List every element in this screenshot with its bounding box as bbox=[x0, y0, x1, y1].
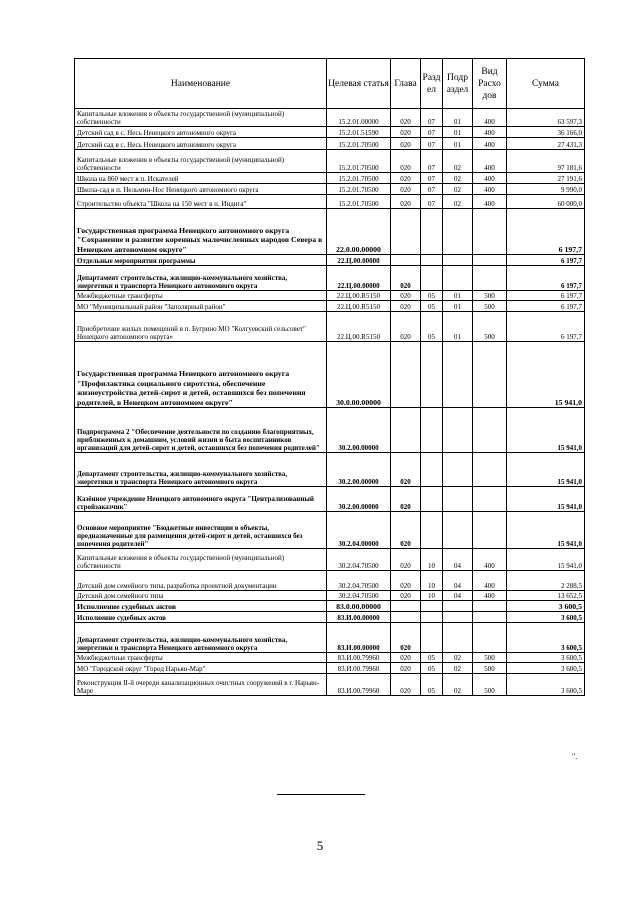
row-code-cell: 22.0.00.00000 bbox=[327, 209, 391, 255]
row-section-cell bbox=[421, 623, 443, 653]
table-row bbox=[75, 138, 585, 150]
row-name-cell: Приобретение жилых помещений в п. Бугрино МО "Колгуевский сельсовет" Ненецкого автономного округа» bbox=[75, 312, 327, 342]
row-amount-cell: 15 941,0 bbox=[507, 549, 585, 571]
row-section-cell: 07 bbox=[421, 127, 443, 138]
row-section-cell: 07 bbox=[421, 173, 443, 184]
row-name-cell: Межбюджетные трансферты bbox=[75, 291, 327, 301]
row-subsection-cell: 01 bbox=[443, 109, 473, 127]
row-amount-cell: 15 941,0 bbox=[507, 408, 585, 453]
row-subsection-cell bbox=[443, 623, 473, 653]
header-section: Разд ел bbox=[421, 59, 443, 109]
row-name-cell: Межбюджетные трансферты bbox=[75, 653, 327, 663]
row-chapter-cell: 020 bbox=[391, 109, 421, 127]
row-subsection-cell: 01 bbox=[443, 127, 473, 138]
row-subsection-cell bbox=[443, 408, 473, 453]
row-section-cell bbox=[421, 342, 443, 408]
row-expense-type-cell: 500 bbox=[473, 301, 507, 312]
row-name-cell: Департамент строительства, жилищно-коммунального хозяйства, энергетики и транспорта Ненецкого автономного округа bbox=[75, 266, 327, 291]
header-chapter: Глава bbox=[391, 59, 421, 109]
row-chapter-cell bbox=[391, 255, 421, 266]
row-name-cell: МО "Муниципальный район "Заполярный район" bbox=[75, 301, 327, 312]
row-subsection-cell: 02 bbox=[443, 195, 473, 209]
row-amount-cell: 3 600,5 bbox=[507, 623, 585, 653]
row-code-cell: 30.2.04.70500 bbox=[327, 571, 391, 591]
row-expense-type-cell: 400 bbox=[473, 571, 507, 591]
row-amount-cell: 3 600,5 bbox=[507, 653, 585, 663]
row-code-cell: 15.2.01.70500 bbox=[327, 173, 391, 184]
row-section-cell: 10 bbox=[421, 571, 443, 591]
table-row bbox=[75, 512, 585, 549]
row-amount-cell: 3 600,5 bbox=[507, 612, 585, 623]
row-expense-type-cell: 400 bbox=[473, 138, 507, 150]
row-subsection-cell: 01 bbox=[443, 138, 473, 150]
row-amount-cell: 15 941,0 bbox=[507, 487, 585, 512]
row-name-cell: Исполнение судебных актов bbox=[75, 601, 327, 612]
table-row bbox=[75, 301, 585, 312]
table-row bbox=[75, 266, 585, 291]
row-chapter-cell: 020 bbox=[391, 653, 421, 663]
row-section-cell: 07 bbox=[421, 138, 443, 150]
row-section-cell: 05 bbox=[421, 674, 443, 696]
row-chapter-cell: 020 bbox=[391, 512, 421, 549]
row-subsection-cell: 01 bbox=[443, 312, 473, 342]
table-row bbox=[75, 150, 585, 173]
row-code-cell: 30.2.00.00000 bbox=[327, 453, 391, 487]
row-name-cell: Капитальные вложения в объекты государственной (муниципальной) собственности bbox=[75, 109, 327, 127]
row-subsection-cell bbox=[443, 255, 473, 266]
row-section-cell: 07 bbox=[421, 150, 443, 173]
row-section-cell bbox=[421, 453, 443, 487]
row-name-cell: Школа-сад в п. Нельмин-Нос Ненецкого автономного округа bbox=[75, 184, 327, 195]
row-expense-type-cell: 400 bbox=[473, 195, 507, 209]
row-expense-type-cell bbox=[473, 623, 507, 653]
row-chapter-cell: 020 bbox=[391, 591, 421, 601]
table-row bbox=[75, 601, 585, 612]
row-subsection-cell bbox=[443, 612, 473, 623]
row-section-cell: 05 bbox=[421, 653, 443, 663]
row-code-cell: 83.И.00.79960 bbox=[327, 663, 391, 674]
row-amount-cell: 6 197,7 bbox=[507, 312, 585, 342]
row-section-cell: 07 bbox=[421, 195, 443, 209]
row-chapter-cell: 020 bbox=[391, 663, 421, 674]
row-subsection-cell bbox=[443, 453, 473, 487]
table-row bbox=[75, 663, 585, 674]
table-row bbox=[75, 255, 585, 266]
row-section-cell bbox=[421, 601, 443, 612]
row-chapter-cell: 020 bbox=[391, 195, 421, 209]
row-section-cell bbox=[421, 209, 443, 255]
row-code-cell: 30.2.04.70500 bbox=[327, 549, 391, 571]
row-amount-cell: 27 191,6 bbox=[507, 173, 585, 184]
row-name-cell: Капитальные вложения в объекты государственной (муниципальной) собственности bbox=[75, 549, 327, 571]
row-amount-cell: 2 288,5 bbox=[507, 571, 585, 591]
row-amount-cell: 6 197,7 bbox=[507, 301, 585, 312]
row-code-cell: 30.2.00.00000 bbox=[327, 487, 391, 512]
row-expense-type-cell: 400 bbox=[473, 591, 507, 601]
row-subsection-cell: 04 bbox=[443, 571, 473, 591]
row-subsection-cell: 01 bbox=[443, 301, 473, 312]
row-chapter-cell: 020 bbox=[391, 453, 421, 487]
table-row bbox=[75, 549, 585, 571]
table-row bbox=[75, 487, 585, 512]
row-chapter-cell bbox=[391, 601, 421, 612]
row-name-cell: Государственная программа Ненецкого автономного округа "Профилактика социального сиротства, обеспечение жизнеустройства детей-сирот и детей, оставшихся без попечения родителей, в Ненецком автономном округе" bbox=[75, 342, 327, 408]
row-section-cell: 07 bbox=[421, 109, 443, 127]
row-name-cell: Подпрограмма 2 "Обеспечение деятельности по созданию благоприятных, приближенных к домашним, условий жизни и быта воспитанников организаций для детей-сирот и детей, оставшихся без попечения родителей" bbox=[75, 408, 327, 453]
row-section-cell bbox=[421, 266, 443, 291]
row-name-cell: Школа на 860 мест в п. Искателей bbox=[75, 173, 327, 184]
row-amount-cell: 3 600,5 bbox=[507, 674, 585, 696]
row-section-cell bbox=[421, 487, 443, 512]
row-section-cell: 05 bbox=[421, 663, 443, 674]
row-chapter-cell: 020 bbox=[391, 674, 421, 696]
row-subsection-cell bbox=[443, 512, 473, 549]
table-row bbox=[75, 312, 585, 342]
row-expense-type-cell: 500 bbox=[473, 663, 507, 674]
row-name-cell: Отдельные мероприятия программы bbox=[75, 255, 327, 266]
row-amount-cell: 3 600,5 bbox=[507, 663, 585, 674]
row-subsection-cell: 04 bbox=[443, 549, 473, 571]
table-row bbox=[75, 408, 585, 453]
table-row bbox=[75, 291, 585, 301]
row-chapter-cell: 020 bbox=[391, 312, 421, 342]
row-subsection-cell: 02 bbox=[443, 653, 473, 663]
row-code-cell: 83.И.00.79960 bbox=[327, 674, 391, 696]
row-code-cell: 22.Ц.00.00000 bbox=[327, 255, 391, 266]
row-expense-type-cell bbox=[473, 209, 507, 255]
row-expense-type-cell: 400 bbox=[473, 150, 507, 173]
row-code-cell: 15.2.01.00000 bbox=[327, 109, 391, 127]
row-subsection-cell: 01 bbox=[443, 291, 473, 301]
row-expense-type-cell: 400 bbox=[473, 549, 507, 571]
row-code-cell: 22.Ц.00.R5150 bbox=[327, 301, 391, 312]
row-section-cell: 05 bbox=[421, 301, 443, 312]
row-code-cell: 30.2.04.00000 bbox=[327, 512, 391, 549]
row-chapter-cell bbox=[391, 209, 421, 255]
header-amount: Сумма bbox=[507, 59, 585, 109]
page-number: 5 bbox=[316, 838, 324, 853]
table-row bbox=[75, 109, 585, 127]
header-code: Целевая статья bbox=[327, 59, 391, 109]
row-amount-cell: 36 166,0 bbox=[507, 127, 585, 138]
row-name-cell: МО "Городской округ "Город Нарьян-Мар" bbox=[75, 663, 327, 674]
budget-table bbox=[74, 58, 585, 696]
row-expense-type-cell: 500 bbox=[473, 312, 507, 342]
row-expense-type-cell: 400 bbox=[473, 109, 507, 127]
row-code-cell: 30.0.00.00000 bbox=[327, 342, 391, 408]
row-subsection-cell bbox=[443, 209, 473, 255]
table-body bbox=[75, 109, 585, 696]
row-section-cell: 07 bbox=[421, 184, 443, 195]
row-subsection-cell: 02 bbox=[443, 184, 473, 195]
row-expense-type-cell: 400 bbox=[473, 173, 507, 184]
row-amount-cell: 63 597,3 bbox=[507, 109, 585, 127]
row-code-cell: 22.Ц.00.R5150 bbox=[327, 291, 391, 301]
row-chapter-cell: 020 bbox=[391, 571, 421, 591]
row-amount-cell: 15 941,0 bbox=[507, 342, 585, 408]
row-name-cell: Детский дом семейного типа bbox=[75, 591, 327, 601]
row-amount-cell: 97 181,6 bbox=[507, 150, 585, 173]
row-amount-cell: 9 990,0 bbox=[507, 184, 585, 195]
row-expense-type-cell bbox=[473, 453, 507, 487]
row-expense-type-cell bbox=[473, 487, 507, 512]
table-row bbox=[75, 623, 585, 653]
row-code-cell: 15.2.01.70500 bbox=[327, 195, 391, 209]
table-row bbox=[75, 571, 585, 591]
row-section-cell bbox=[421, 612, 443, 623]
row-code-cell: 30.2.04.70500 bbox=[327, 591, 391, 601]
row-code-cell: 15.2.01.70500 bbox=[327, 150, 391, 173]
closing-quote-mark: ". bbox=[572, 752, 578, 761]
row-chapter-cell bbox=[391, 408, 421, 453]
row-subsection-cell bbox=[443, 342, 473, 408]
row-chapter-cell: 020 bbox=[391, 150, 421, 173]
row-expense-type-cell bbox=[473, 601, 507, 612]
row-expense-type-cell bbox=[473, 266, 507, 291]
row-section-cell bbox=[421, 512, 443, 549]
table-row bbox=[75, 342, 585, 408]
row-section-cell bbox=[421, 255, 443, 266]
row-name-cell: Детский дом семейного типа, разработка проектной документации bbox=[75, 571, 327, 591]
row-name-cell: Исполнение судебных актов bbox=[75, 612, 327, 623]
table-row bbox=[75, 195, 585, 209]
row-expense-type-cell: 500 bbox=[473, 653, 507, 663]
row-subsection-cell bbox=[443, 487, 473, 512]
table-row bbox=[75, 184, 585, 195]
row-subsection-cell: 02 bbox=[443, 663, 473, 674]
row-subsection-cell: 02 bbox=[443, 173, 473, 184]
header-subsection: Подр аздел bbox=[443, 59, 473, 109]
row-expense-type-cell bbox=[473, 512, 507, 549]
row-name-cell: Департамент строительства, жилищно-коммунального хозяйства, энергетики и транспорта Ненецкого автономного округа bbox=[75, 453, 327, 487]
row-code-cell: 15.2.01.70500 bbox=[327, 184, 391, 195]
table-row bbox=[75, 612, 585, 623]
row-chapter-cell: 020 bbox=[391, 266, 421, 291]
row-name-cell: Капитальные вложения в объекты государственной (муниципальной) собственности bbox=[75, 150, 327, 173]
row-code-cell: 15.2.01.51590 bbox=[327, 127, 391, 138]
row-section-cell: 05 bbox=[421, 312, 443, 342]
row-chapter-cell: 020 bbox=[391, 487, 421, 512]
row-expense-type-cell: 500 bbox=[473, 674, 507, 696]
row-expense-type-cell bbox=[473, 255, 507, 266]
row-subsection-cell: 02 bbox=[443, 674, 473, 696]
table-row bbox=[75, 173, 585, 184]
row-chapter-cell: 020 bbox=[391, 291, 421, 301]
row-code-cell: 22.Ц.00.00000 bbox=[327, 266, 391, 291]
row-name-cell: Детский сад в с. Несь Ненецкого автономного округа bbox=[75, 127, 327, 138]
row-code-cell: 83.И.00.00000 bbox=[327, 612, 391, 623]
row-subsection-cell bbox=[443, 266, 473, 291]
row-chapter-cell: 020 bbox=[391, 549, 421, 571]
row-amount-cell: 60 000,0 bbox=[507, 195, 585, 209]
row-name-cell: Основное мероприятие "Бюджетные инвестиции в объекты, предназначенные для размещения детей-сирот и детей, оставшихся без попечения родителей" bbox=[75, 512, 327, 549]
header-expense-type: Вид Расхо дов bbox=[473, 59, 507, 109]
row-chapter-cell: 020 bbox=[391, 173, 421, 184]
row-expense-type-cell bbox=[473, 342, 507, 408]
row-subsection-cell: 02 bbox=[443, 150, 473, 173]
row-amount-cell: 13 652,5 bbox=[507, 591, 585, 601]
row-name-cell: Департамент строительства, жилищно-коммунального хозяйства, энергетики и транспорта Ненецкого автономного округа bbox=[75, 623, 327, 653]
row-code-cell: 30.2.00.00000 bbox=[327, 408, 391, 453]
row-code-cell: 22.Ц.00.R5150 bbox=[327, 312, 391, 342]
table-row bbox=[75, 591, 585, 601]
row-chapter-cell: 020 bbox=[391, 623, 421, 653]
header-name: Наименование bbox=[75, 59, 327, 109]
row-amount-cell: 6 197,7 bbox=[507, 209, 585, 255]
row-name-cell: Детский сад в с. Несь Ненецкого автономного округа bbox=[75, 138, 327, 150]
row-amount-cell: 15 941,0 bbox=[507, 453, 585, 487]
row-chapter-cell bbox=[391, 342, 421, 408]
table-header-row bbox=[75, 59, 585, 109]
row-chapter-cell: 020 bbox=[391, 301, 421, 312]
row-chapter-cell: 020 bbox=[391, 184, 421, 195]
row-chapter-cell: 020 bbox=[391, 138, 421, 150]
table-row bbox=[75, 453, 585, 487]
row-expense-type-cell: 500 bbox=[473, 291, 507, 301]
row-name-cell: Государственная программа Ненецкого автономного округа "Сохранение и развитие коренных малочисленных народов Севера в Ненецком автономном округе" bbox=[75, 209, 327, 255]
row-code-cell: 15.2.01.70500 bbox=[327, 138, 391, 150]
row-subsection-cell bbox=[443, 601, 473, 612]
row-section-cell bbox=[421, 408, 443, 453]
table-row bbox=[75, 209, 585, 255]
table-row bbox=[75, 653, 585, 663]
row-expense-type-cell: 400 bbox=[473, 184, 507, 195]
table-row bbox=[75, 674, 585, 696]
row-code-cell: 83.И.00.00000 bbox=[327, 623, 391, 653]
row-section-cell: 10 bbox=[421, 591, 443, 601]
row-expense-type-cell: 400 bbox=[473, 127, 507, 138]
row-name-cell: Реконструкция II-й очереди канализационных очистных сооружений в г. Нарьян-Маре bbox=[75, 674, 327, 696]
row-chapter-cell: 020 bbox=[391, 127, 421, 138]
row-subsection-cell: 04 bbox=[443, 591, 473, 601]
row-code-cell: 83.0.00.00000 bbox=[327, 601, 391, 612]
row-name-cell: Казённое учреждение Ненецкого автономного округа "Централизованный стройзаказчик" bbox=[75, 487, 327, 512]
row-code-cell: 83.И.00.79960 bbox=[327, 653, 391, 663]
row-expense-type-cell bbox=[473, 408, 507, 453]
row-section-cell: 05 bbox=[421, 291, 443, 301]
row-amount-cell: 15 941,0 bbox=[507, 512, 585, 549]
row-amount-cell: 6 197,7 bbox=[507, 291, 585, 301]
row-section-cell: 10 bbox=[421, 549, 443, 571]
row-amount-cell: 27 431,3 bbox=[507, 138, 585, 150]
table-row bbox=[75, 127, 585, 138]
row-amount-cell: 3 600,5 bbox=[507, 601, 585, 612]
end-divider bbox=[277, 794, 365, 795]
row-amount-cell: 6 197,7 bbox=[507, 266, 585, 291]
row-chapter-cell bbox=[391, 612, 421, 623]
row-expense-type-cell bbox=[473, 612, 507, 623]
row-amount-cell: 6 197,7 bbox=[507, 255, 585, 266]
row-name-cell: Строительство объекта "Школа на 150 мест в п. Индига" bbox=[75, 195, 327, 209]
